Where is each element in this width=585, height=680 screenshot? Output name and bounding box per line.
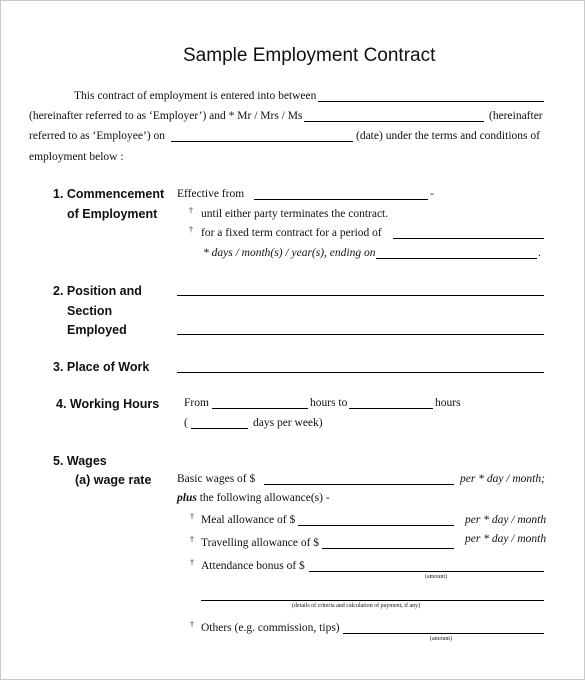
criteria-caption: (details of criteria and calculation of payment, if any) bbox=[292, 603, 421, 609]
page-title: Sample Employment Contract bbox=[183, 45, 436, 66]
days-per-week-label: days per week) bbox=[253, 417, 323, 429]
others-field[interactable] bbox=[343, 633, 544, 634]
attendance-bonus-label: Attendance bonus of $ bbox=[201, 560, 305, 572]
section-employed-field[interactable] bbox=[177, 334, 544, 335]
basic-wages-per: per * day / month; bbox=[460, 473, 545, 485]
meal-allowance-per: per * day / month bbox=[465, 514, 547, 526]
intro-line-3a: referred to as ‘Employee’) on bbox=[29, 130, 166, 142]
employee-name-field[interactable] bbox=[304, 121, 484, 122]
days-per-week-field[interactable] bbox=[191, 428, 248, 429]
hours-label: hours bbox=[435, 397, 461, 409]
others-dagger: † bbox=[190, 620, 194, 629]
section-1-heading: 1. Commencement bbox=[53, 187, 165, 201]
meal-dagger: † bbox=[190, 512, 194, 521]
basic-wages-label: Basic wages of $ bbox=[177, 473, 256, 485]
section-2-heading: 2. Position and bbox=[53, 284, 142, 298]
travel-dagger: † bbox=[190, 535, 194, 544]
hours-to-label: hours to bbox=[310, 397, 348, 409]
intro-line-1: This contract of employment is entered into between bbox=[74, 90, 317, 102]
period-end-dot: . bbox=[538, 247, 541, 259]
section-4-heading: 4. Working Hours bbox=[56, 397, 160, 411]
section-5-heading: 5. Wages bbox=[53, 454, 107, 468]
travelling-allowance-label: Travelling allowance of $ bbox=[201, 537, 320, 549]
effective-from-field[interactable] bbox=[254, 199, 428, 200]
basic-wages-field[interactable] bbox=[264, 484, 454, 485]
open-paren: ( bbox=[184, 417, 188, 429]
criteria-field[interactable] bbox=[201, 600, 544, 601]
section-2-heading-2: Section bbox=[67, 304, 113, 318]
wage-rate-heading: (a) wage rate bbox=[75, 473, 152, 487]
intro-line-2a: (hereinafter referred to as ‘Employer’) and * Mr / Mrs / Ms bbox=[29, 110, 303, 122]
effective-from-label: Effective from bbox=[177, 188, 245, 200]
section-2-heading-3: Employed bbox=[67, 323, 127, 337]
hours-to-field[interactable] bbox=[349, 408, 433, 409]
position-field[interactable] bbox=[177, 295, 544, 296]
attendance-bonus-field[interactable] bbox=[309, 571, 544, 572]
amount-caption-2: (amount) bbox=[430, 636, 452, 642]
employer-name-field[interactable] bbox=[318, 101, 544, 102]
intro-line-2b: (hereinafter bbox=[489, 110, 543, 122]
plus-label: plus bbox=[177, 492, 197, 504]
amount-caption-1: (amount) bbox=[425, 574, 447, 580]
option-2-dagger: † bbox=[189, 225, 193, 234]
meal-allowance-label: Meal allowance of $ bbox=[201, 514, 296, 526]
ending-date-field[interactable] bbox=[376, 258, 537, 259]
working-from-label: From bbox=[184, 397, 209, 409]
allowances-intro-text: the following allowance(s) - bbox=[196, 492, 330, 504]
section-1-heading-2: of Employment bbox=[67, 207, 158, 221]
meal-allowance-field[interactable] bbox=[298, 525, 454, 526]
option-2-text: for a fixed term contract for a period of bbox=[201, 227, 382, 239]
others-label: Others (e.g. commission, tips) bbox=[201, 622, 340, 634]
option-1-dagger: † bbox=[189, 206, 193, 215]
fixed-term-period-field[interactable] bbox=[393, 238, 544, 239]
allowances-intro bbox=[177, 492, 330, 504]
travelling-allowance-field[interactable] bbox=[322, 548, 454, 549]
place-of-work-field[interactable] bbox=[177, 372, 544, 373]
attendance-dagger: † bbox=[190, 558, 194, 567]
hours-from-field[interactable] bbox=[212, 408, 308, 409]
intro-line-4: employment below : bbox=[29, 151, 124, 163]
section-3-heading: 3. Place of Work bbox=[53, 360, 150, 374]
intro-line-3b: (date) under the terms and conditions of bbox=[356, 130, 540, 142]
contract-date-field[interactable] bbox=[171, 141, 353, 142]
travelling-allowance-per: per * day / month bbox=[465, 533, 547, 545]
period-units-text: * days / month(s) / year(s), ending on bbox=[203, 247, 376, 259]
option-1-text: until either party terminates the contract. bbox=[201, 208, 389, 220]
effective-dash: - bbox=[430, 188, 434, 200]
